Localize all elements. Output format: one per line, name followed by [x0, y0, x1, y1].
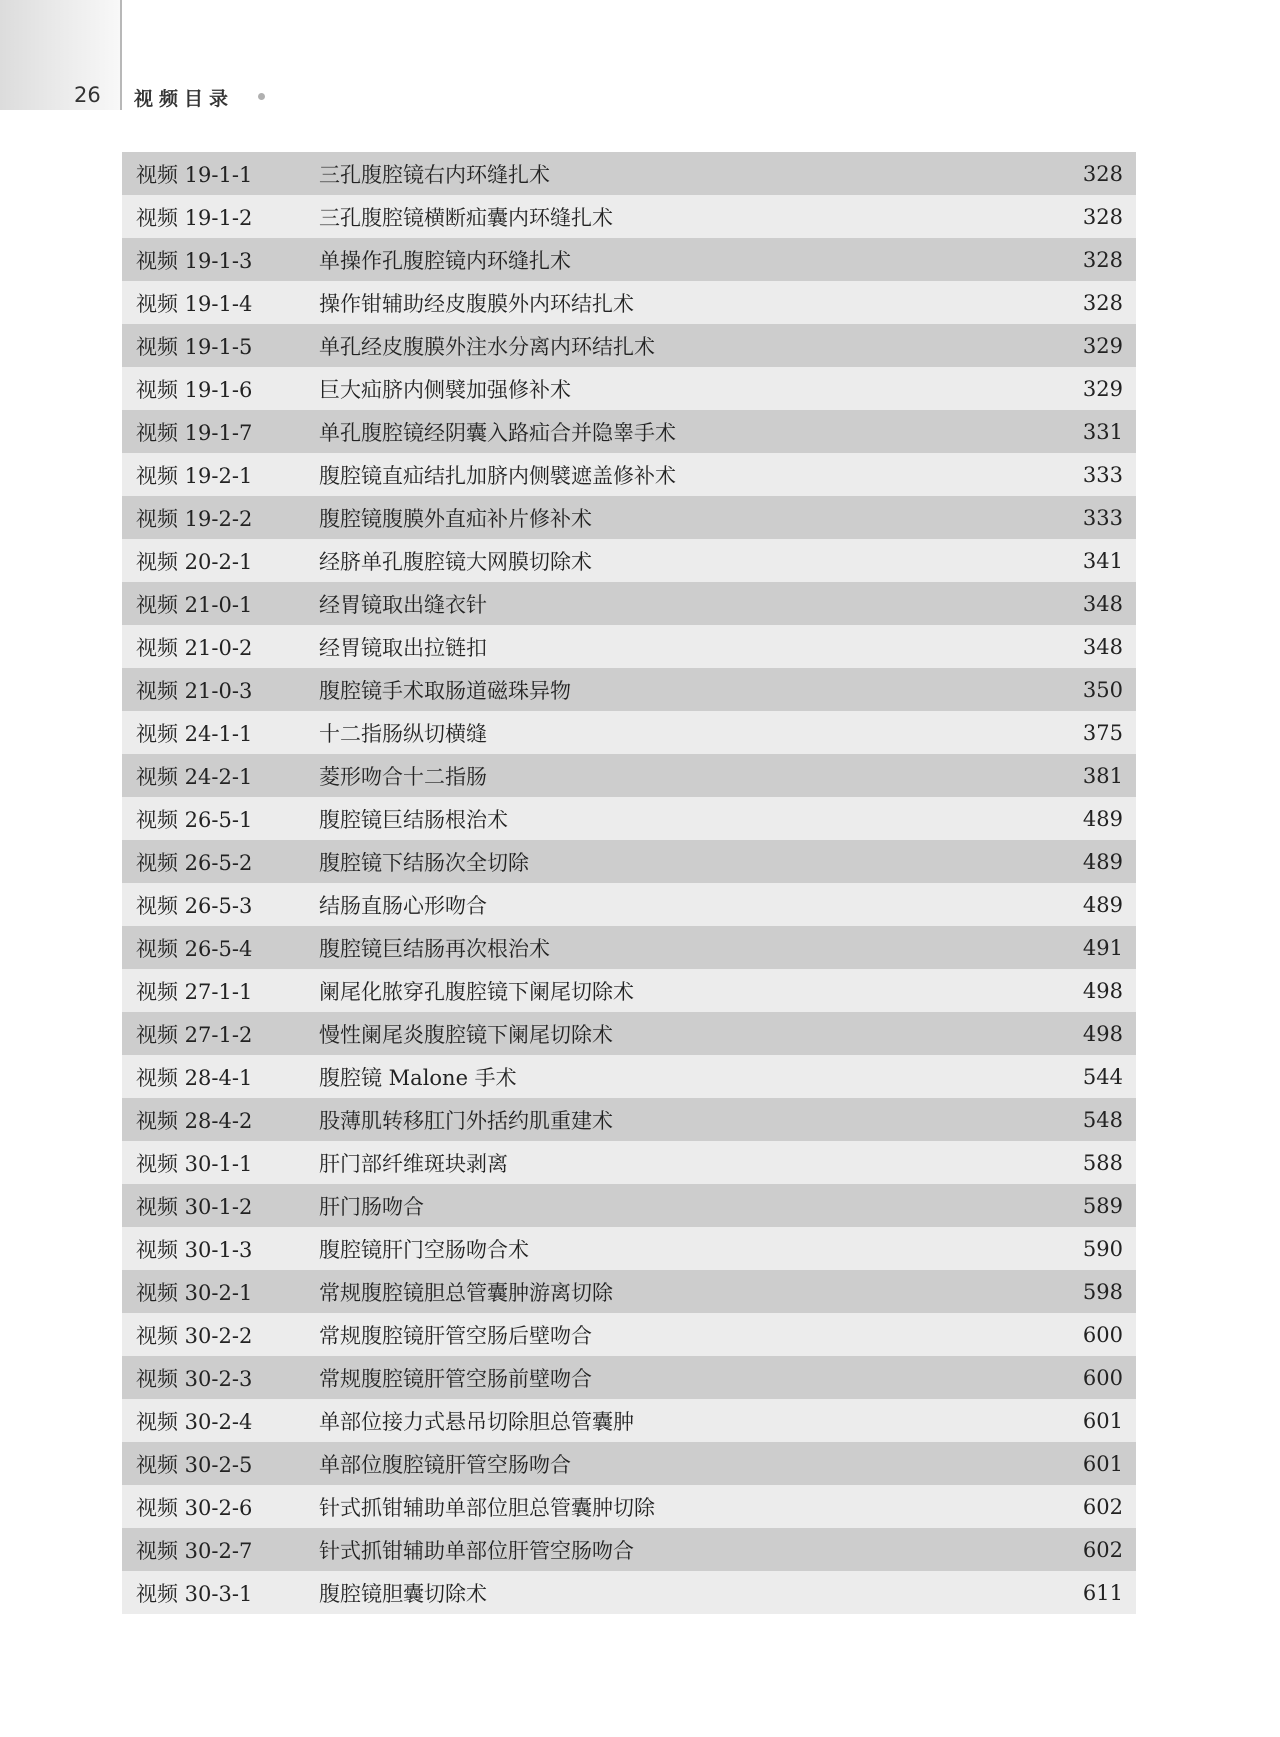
table-row: [122, 797, 1136, 840]
page-number-cell: 611: [1082, 1580, 1123, 1605]
video-title-cell: 菱形吻合十二指肠: [319, 764, 487, 789]
video-id-cell: 视频 24-2-1: [136, 764, 253, 789]
video-id-cell: 视频 30-1-1: [136, 1151, 253, 1176]
header-corner-shade: [0, 0, 120, 110]
video-id-cell: 视频 26-5-2: [136, 850, 253, 875]
header-divider: [120, 0, 122, 110]
page-number-cell: 489: [1082, 806, 1123, 831]
table-row: [122, 711, 1136, 754]
page-number-cell: 381: [1082, 763, 1123, 788]
page-number: 26: [74, 83, 101, 107]
page-number-cell: 329: [1082, 376, 1123, 401]
video-title-cell: 单操作孔腹腔镜内环缝扎术: [319, 248, 571, 273]
table-row: [122, 926, 1136, 969]
video-id-cell: 视频 30-2-1: [136, 1280, 253, 1305]
video-id-cell: 视频 21-0-2: [136, 635, 253, 660]
table-row: [122, 582, 1136, 625]
video-title-cell: 慢性阑尾炎腹腔镜下阑尾切除术: [319, 1022, 613, 1047]
page-number-cell: 375: [1082, 720, 1123, 745]
page-number-cell: 588: [1082, 1150, 1123, 1175]
video-title-cell: 肝门部纤维斑块剥离: [319, 1151, 508, 1176]
page-number-cell: 589: [1082, 1193, 1123, 1218]
page-number-cell: 601: [1082, 1408, 1123, 1433]
video-id-cell: 视频 30-2-4: [136, 1409, 253, 1434]
table-row: [122, 1356, 1136, 1399]
video-id-cell: 视频 19-2-2: [136, 506, 253, 531]
page-number-cell: 341: [1082, 548, 1123, 573]
table-row: [122, 238, 1136, 281]
video-title-cell: 三孔腹腔镜右内环缝扎术: [319, 162, 550, 187]
table-row: [122, 1442, 1136, 1485]
video-title-cell: 腹腔镜巨结肠根治术: [319, 807, 508, 832]
page-number-cell: 602: [1082, 1537, 1123, 1562]
video-id-cell: 视频 28-4-1: [136, 1065, 253, 1090]
video-id-cell: 视频 21-0-1: [136, 592, 253, 617]
table-row: [122, 1485, 1136, 1528]
table-row: [122, 969, 1136, 1012]
running-title: 视频目录: [134, 88, 235, 110]
video-id-cell: 视频 30-1-3: [136, 1237, 253, 1262]
table-row: [122, 840, 1136, 883]
page-number-cell: 350: [1082, 677, 1123, 702]
table-row: [122, 195, 1136, 238]
video-id-cell: 视频 21-0-3: [136, 678, 253, 703]
video-id-cell: 视频 30-2-3: [136, 1366, 253, 1391]
page-number-cell: 328: [1082, 290, 1123, 315]
video-id-cell: 视频 19-1-5: [136, 334, 253, 359]
page-number-cell: 489: [1082, 892, 1123, 917]
video-title-cell: 三孔腹腔镜横断疝囊内环缝扎术: [319, 205, 613, 230]
video-title-cell: 腹腔镜胆囊切除术: [319, 1581, 487, 1606]
video-title-cell: 阑尾化脓穿孔腹腔镜下阑尾切除术: [319, 979, 634, 1004]
video-title-cell: 十二指肠纵切横缝: [319, 721, 487, 746]
video-id-cell: 视频 19-1-6: [136, 377, 253, 402]
video-title-cell: 单孔腹腔镜经阴囊入路疝合并隐睾手术: [319, 420, 676, 445]
page-number-cell: 328: [1082, 204, 1123, 229]
page-number-cell: 491: [1082, 935, 1123, 960]
video-id-cell: 视频 19-1-7: [136, 420, 253, 445]
table-row: [122, 883, 1136, 926]
video-title-cell: 巨大疝脐内侧襞加强修补术: [319, 377, 571, 402]
video-id-cell: 视频 28-4-2: [136, 1108, 253, 1133]
video-toc-table: [122, 152, 1136, 1614]
table-row: [122, 1313, 1136, 1356]
table-row: [122, 539, 1136, 582]
video-id-cell: 视频 27-1-1: [136, 979, 253, 1004]
page-number-cell: 600: [1082, 1365, 1123, 1390]
video-title-cell: 操作钳辅助经皮腹膜外内环结扎术: [319, 291, 634, 316]
page-number-cell: 602: [1082, 1494, 1123, 1519]
table-row: [122, 754, 1136, 797]
table-row: [122, 496, 1136, 539]
table-row: [122, 1270, 1136, 1313]
video-id-cell: 视频 19-1-3: [136, 248, 253, 273]
page-number-cell: 331: [1082, 419, 1123, 444]
video-title-cell: 结肠直肠心形吻合: [319, 893, 487, 918]
video-title-cell: 常规腹腔镜肝管空肠后壁吻合: [319, 1323, 592, 1348]
bullet-dot-icon: [258, 93, 265, 100]
table-row: [122, 625, 1136, 668]
page-number-cell: 328: [1082, 247, 1123, 272]
video-title-cell: 单孔经皮腹膜外注水分离内环结扎术: [319, 334, 655, 359]
table-row: [122, 1571, 1136, 1614]
video-title-cell: 经胃镜取出拉链扣: [319, 635, 487, 660]
video-title-cell: 单部位接力式悬吊切除胆总管囊肿: [319, 1409, 634, 1434]
video-id-cell: 视频 19-1-1: [136, 162, 253, 187]
video-id-cell: 视频 30-2-5: [136, 1452, 253, 1477]
video-id-cell: 视频 26-5-4: [136, 936, 253, 961]
video-id-cell: 视频 24-1-1: [136, 721, 253, 746]
video-title-cell: 针式抓钳辅助单部位肝管空肠吻合: [319, 1538, 634, 1563]
video-title-cell: 常规腹腔镜胆总管囊肿游离切除: [319, 1280, 613, 1305]
page-number-cell: 333: [1082, 462, 1123, 487]
page-number-cell: 489: [1082, 849, 1123, 874]
video-id-cell: 视频 26-5-1: [136, 807, 253, 832]
page-number-cell: 601: [1082, 1451, 1123, 1476]
video-title-cell: 腹腔镜直疝结扎加脐内侧襞遮盖修补术: [319, 463, 676, 488]
table-row: [122, 1055, 1136, 1098]
page-number-cell: 598: [1082, 1279, 1123, 1304]
video-title-cell: 腹腔镜下结肠次全切除: [319, 850, 529, 875]
table-row: [122, 281, 1136, 324]
page-number-cell: 348: [1082, 634, 1123, 659]
page-number-cell: 600: [1082, 1322, 1123, 1347]
table-row: [122, 1227, 1136, 1270]
page-number-cell: 328: [1082, 161, 1123, 186]
table-row: [122, 152, 1136, 195]
video-id-cell: 视频 30-2-7: [136, 1538, 253, 1563]
video-title-cell: 肝门肠吻合: [319, 1194, 424, 1219]
video-title-cell: 股薄肌转移肛门外括约肌重建术: [319, 1108, 613, 1133]
table-row: [122, 1528, 1136, 1571]
table-row: [122, 367, 1136, 410]
video-title-cell: 常规腹腔镜肝管空肠前壁吻合: [319, 1366, 592, 1391]
page-number-cell: 333: [1082, 505, 1123, 530]
video-title-cell: 单部位腹腔镜肝管空肠吻合: [319, 1452, 571, 1477]
video-id-cell: 视频 26-5-3: [136, 893, 253, 918]
video-id-cell: 视频 19-1-2: [136, 205, 253, 230]
video-title-cell: 腹腔镜腹膜外直疝补片修补术: [319, 506, 592, 531]
video-id-cell: 视频 19-1-4: [136, 291, 253, 316]
page-number-cell: 498: [1082, 978, 1123, 1003]
video-title-cell: 经胃镜取出缝衣针: [319, 592, 487, 617]
table-row: [122, 1012, 1136, 1055]
video-id-cell: 视频 30-2-6: [136, 1495, 253, 1520]
table-row: [122, 668, 1136, 711]
table-row: [122, 1399, 1136, 1442]
video-id-cell: 视频 20-2-1: [136, 549, 253, 574]
video-id-cell: 视频 30-3-1: [136, 1581, 253, 1606]
page-number-cell: 544: [1082, 1064, 1123, 1089]
page-number-cell: 548: [1082, 1107, 1123, 1132]
table-row: [122, 1098, 1136, 1141]
page-number-cell: 498: [1082, 1021, 1123, 1046]
video-title-cell: 经脐单孔腹腔镜大网膜切除术: [319, 549, 592, 574]
table-row: [122, 410, 1136, 453]
video-title-cell: 针式抓钳辅助单部位胆总管囊肿切除: [319, 1495, 655, 1520]
video-id-cell: 视频 30-1-2: [136, 1194, 253, 1219]
page-number-cell: 329: [1082, 333, 1123, 358]
table-row: [122, 324, 1136, 367]
page-number-cell: 590: [1082, 1236, 1123, 1261]
table-row: [122, 453, 1136, 496]
video-id-cell: 视频 30-2-2: [136, 1323, 253, 1348]
video-title-cell: 腹腔镜 Malone 手术: [319, 1065, 517, 1090]
table-row: [122, 1141, 1136, 1184]
video-id-cell: 视频 19-2-1: [136, 463, 253, 488]
video-title-cell: 腹腔镜肝门空肠吻合术: [319, 1237, 529, 1262]
page-number-cell: 348: [1082, 591, 1123, 616]
video-title-cell: 腹腔镜巨结肠再次根治术: [319, 936, 550, 961]
video-title-cell: 腹腔镜手术取肠道磁珠异物: [319, 678, 571, 703]
table-row: [122, 1184, 1136, 1227]
video-id-cell: 视频 27-1-2: [136, 1022, 253, 1047]
